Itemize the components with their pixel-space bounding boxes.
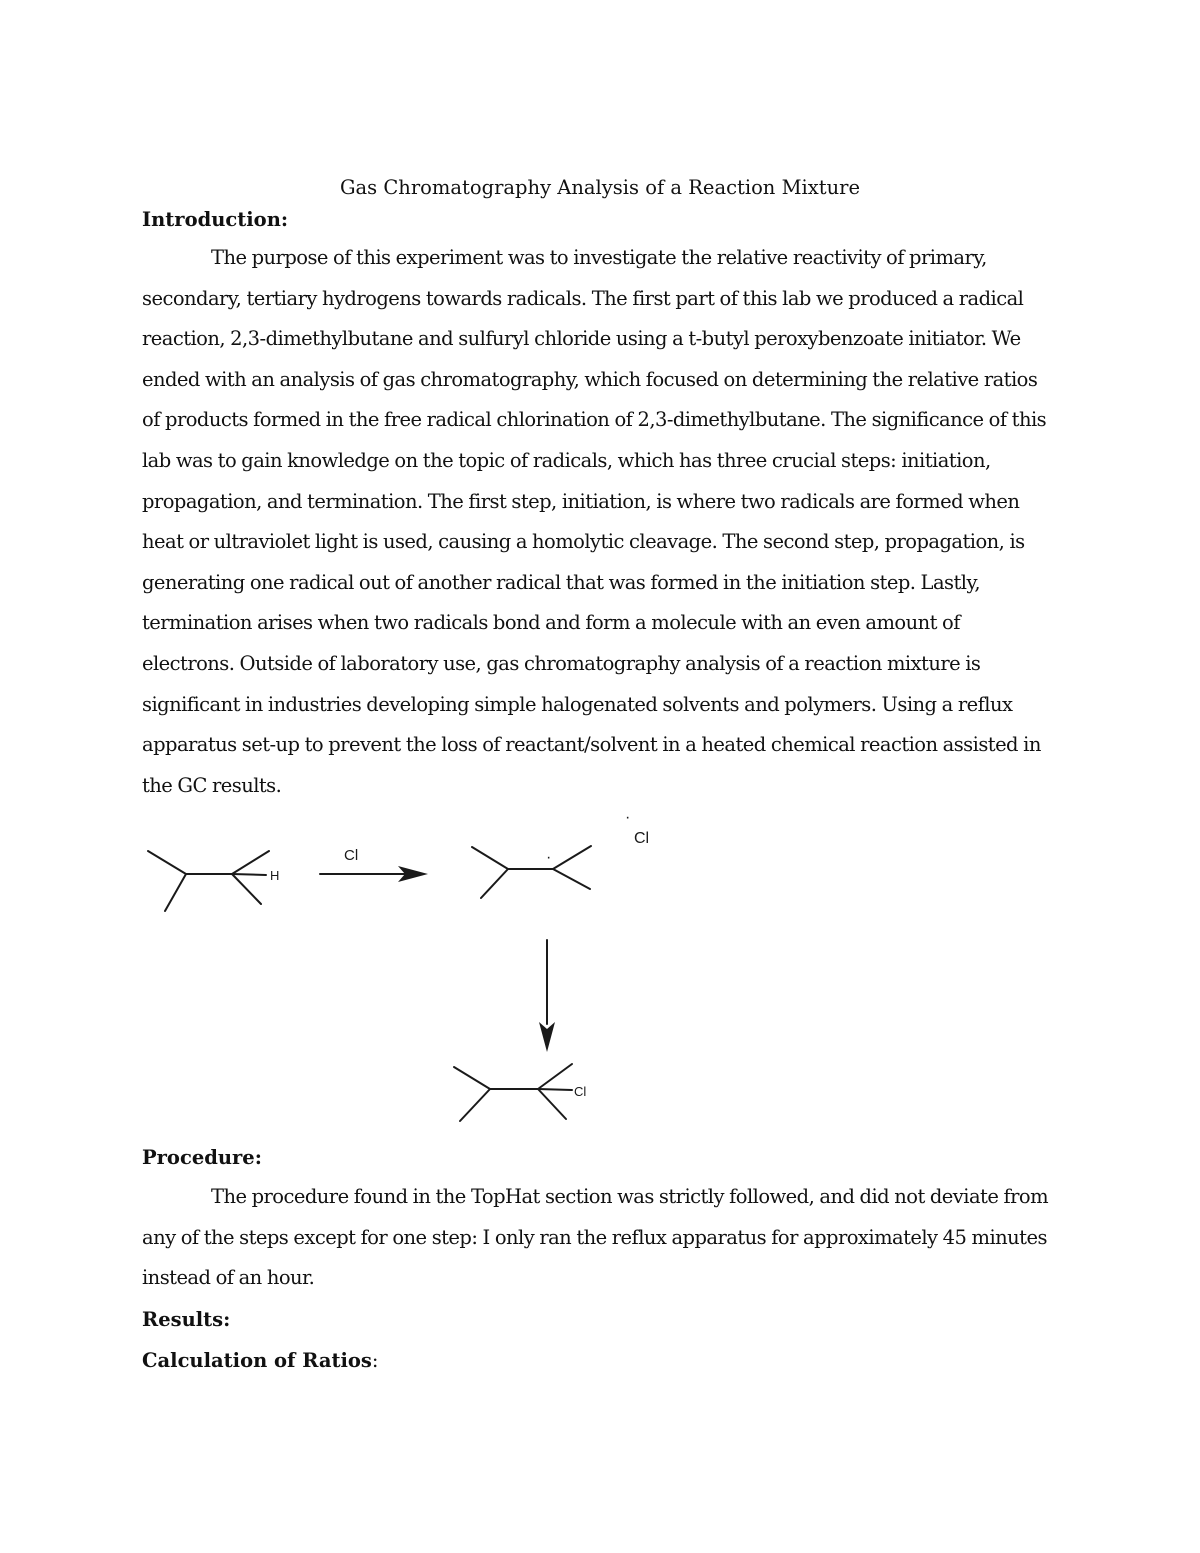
arrow-down-head	[539, 1022, 555, 1052]
document-title: Gas Chromatography Analysis of a Reaction Mixture	[339, 176, 861, 199]
introduction-heading: Introduction:	[142, 208, 289, 231]
calculation-heading	[142, 1348, 379, 1374]
radical-intermediate-structure	[472, 846, 591, 898]
chlorine-radical-dot: ·	[625, 809, 631, 826]
reactant-structure	[148, 851, 269, 911]
calculation-heading-colon: :	[371, 1349, 379, 1372]
results-heading: Results:	[142, 1308, 231, 1331]
procedure-heading: Procedure:	[142, 1146, 262, 1169]
product-structure	[454, 1064, 572, 1121]
procedure-paragraph: The procedure found in the TopHat section was strictly followed, and did not deviate from any of the steps except for one step: I only ran the reflux apparatus for approximately 45 minutes instead of an hour.	[142, 1185, 1049, 1290]
calculation-heading-text: Calculation of Ratios	[142, 1349, 372, 1372]
reactant-h-label: H	[270, 868, 280, 883]
product-cl-label: Cl	[574, 1084, 587, 1099]
arrow-reagent-label: Cl	[344, 847, 359, 864]
chlorine-radical-label: Cl	[634, 830, 650, 847]
reaction-scheme	[0, 800, 1200, 1130]
introduction-paragraph: The purpose of this experiment was to investigate the relative reactivity of primary, secondary, tertiary hydrogens towards radicals. The first part of this lab we produced a radical reaction, 2,3-dimethylbutane and sulfuryl chloride using a t-butyl peroxybenzoate initiator. We ended with an analysis of gas chromatography, which focused on determining the relative ratios of products formed in the free radical chlorination of 2,3-dimethylbutane. The significance of this lab was to gain knowledge on the topic of radicals, which has three crucial steps: initiation, propagation, and termination. The first step, initiation, is where two radicals are formed when heat or ultraviolet light is used, causing a homolytic cleavage. The second step, propagation, is generating one radical out of another radical that was formed in the initiation step. Lastly, termination arises when two radicals bond and form a molecule with an even amount of electrons. Outside of laboratory use, gas chromatography analysis of a reaction mixture is significant in industries developing simple halogenated solvents and polymers. Using a reflux apparatus set-up to prevent the loss of reactant/solvent in a heated chemical reaction assisted in the GC results.	[142, 246, 1047, 797]
radical-dot: ·	[546, 849, 552, 866]
